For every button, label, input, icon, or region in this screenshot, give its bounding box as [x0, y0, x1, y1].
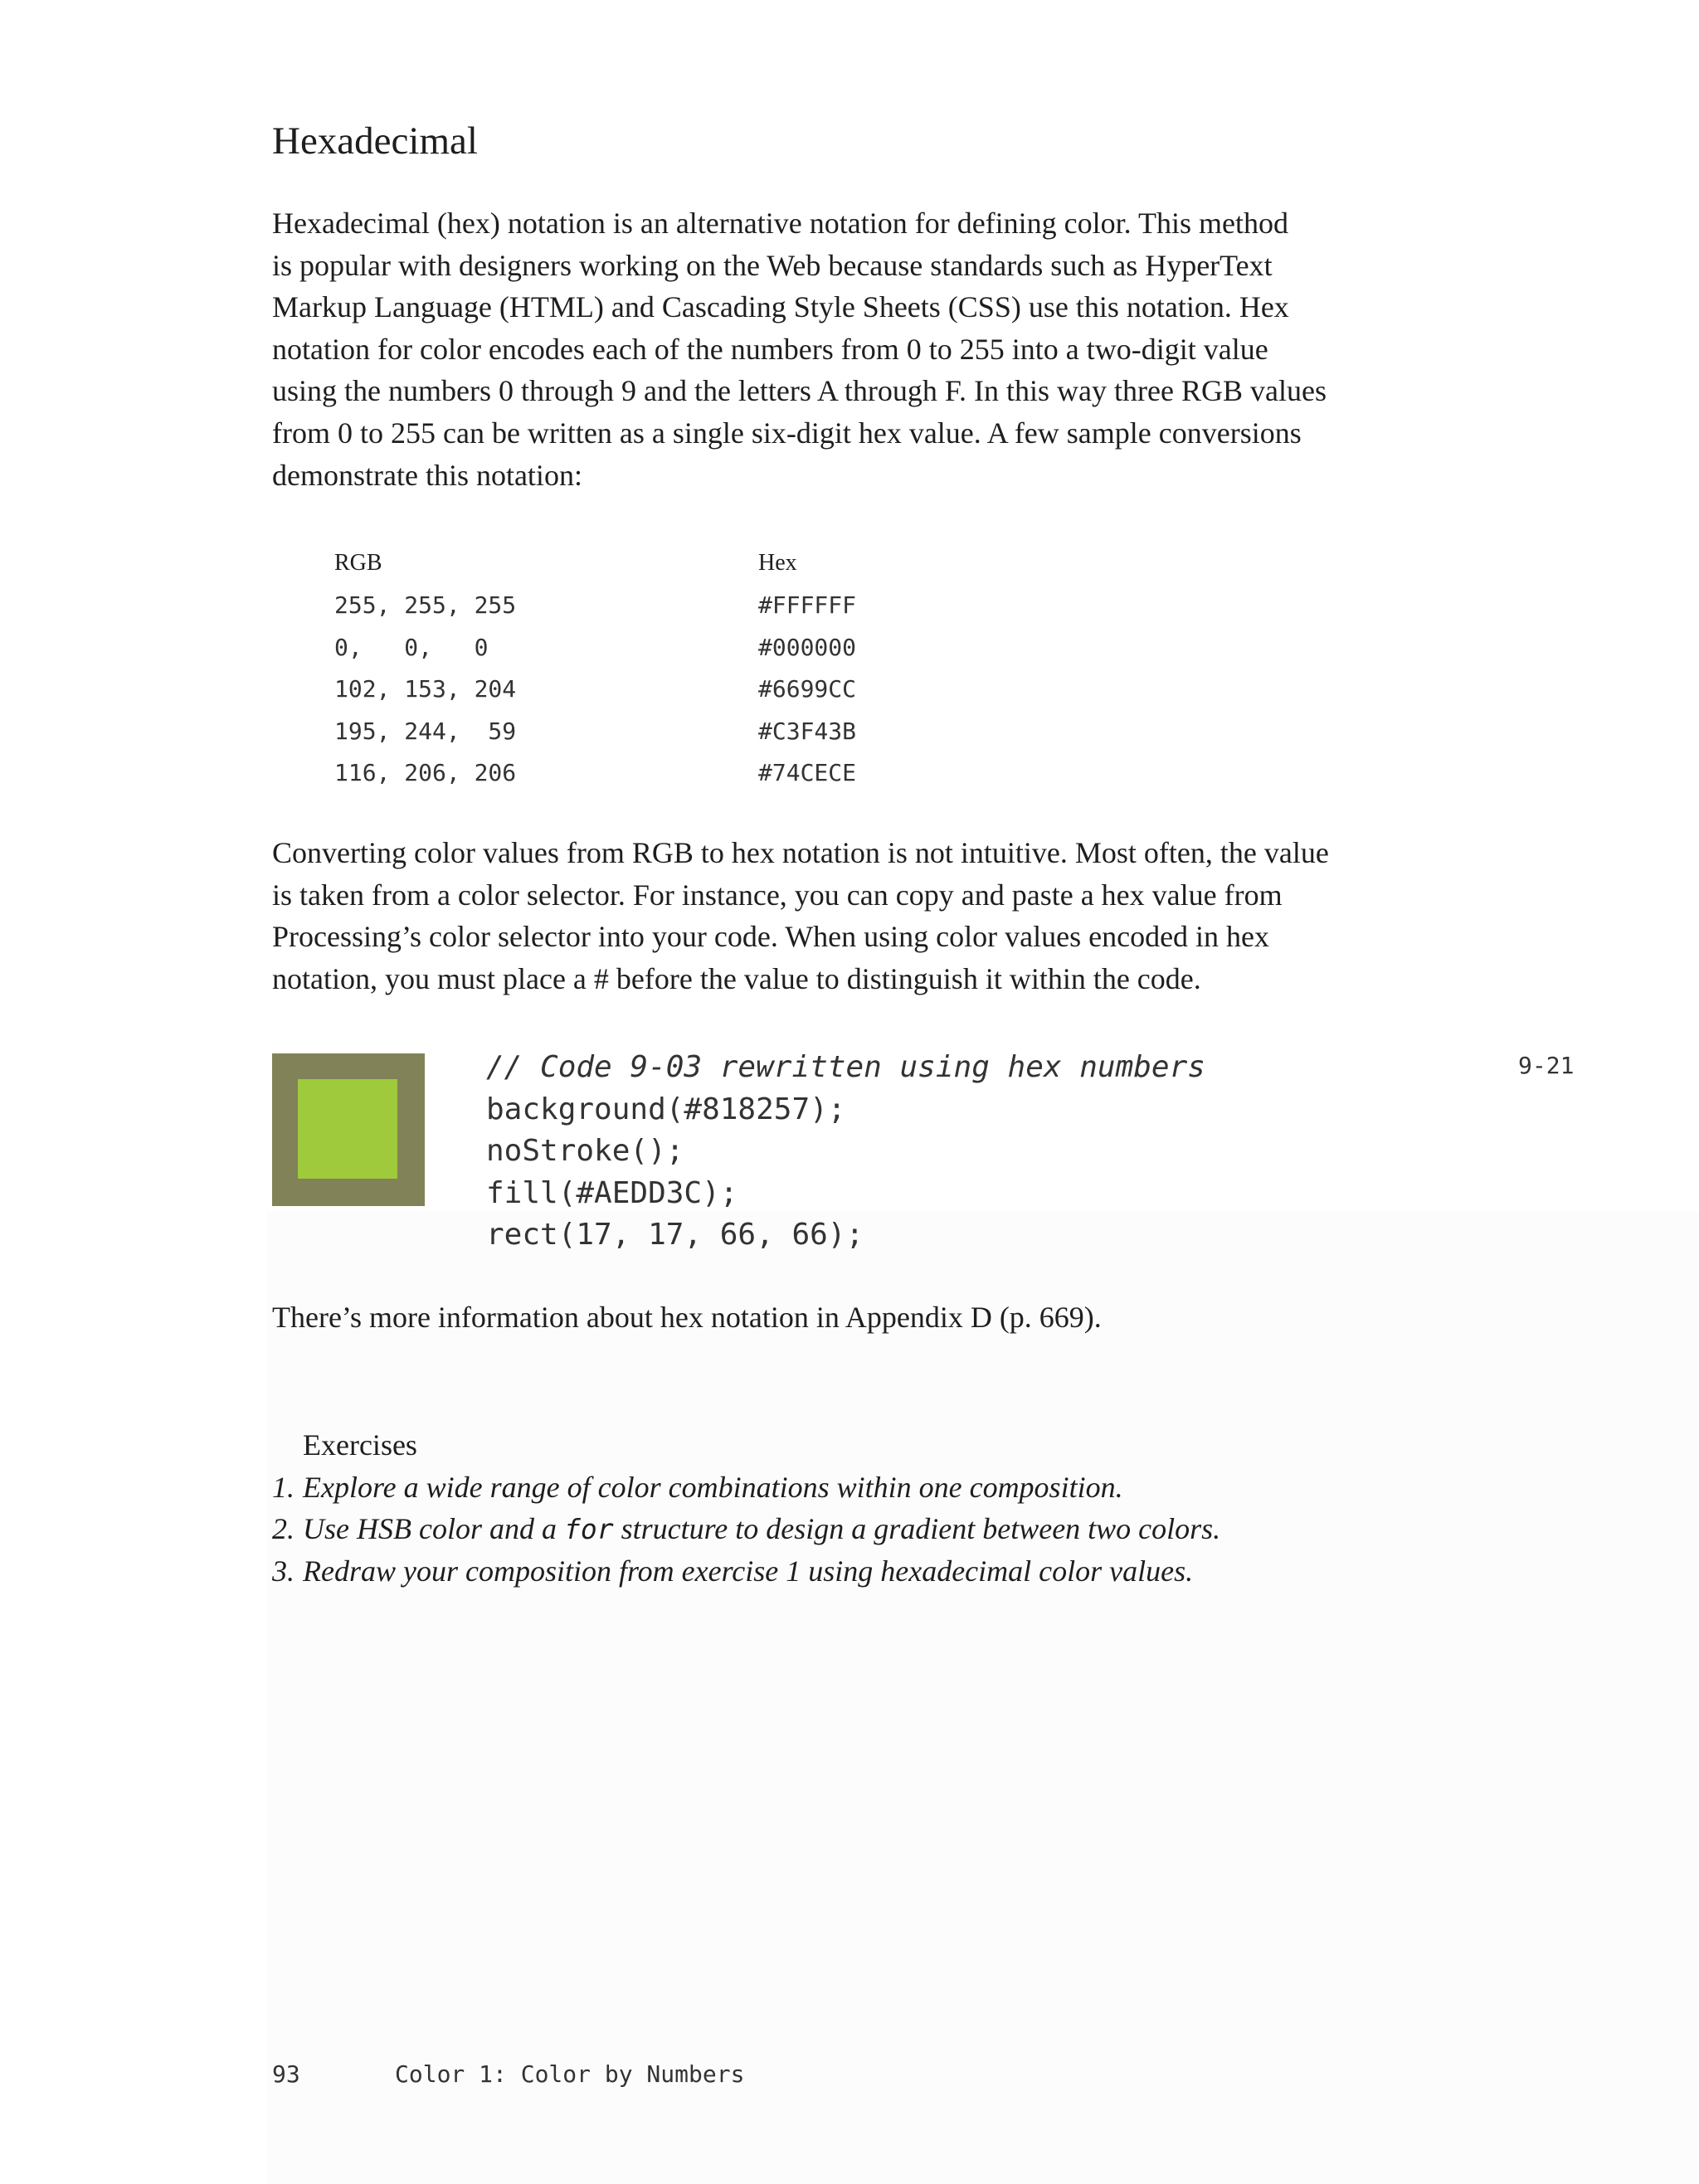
exercise-text: Use HSB color and a — [303, 1512, 564, 1545]
table-cell-hex: #000000 — [758, 634, 857, 661]
exercise-number: 3. — [272, 1554, 295, 1588]
exercise-item — [272, 1550, 1682, 1593]
code-line: fill(#AEDD3C); — [486, 1176, 738, 1210]
section-heading: Hexadecimal — [272, 119, 478, 163]
paragraph-line: Processing’s color selector into your code. When using color values encoded in hex — [272, 920, 1270, 954]
table-header-rgb: RGB — [334, 550, 382, 576]
paragraph-line: notation, you must place a # before the value to distinguish it within the code. — [272, 961, 1201, 995]
intro-paragraph — [272, 202, 1500, 496]
paragraph-line: from 0 to 255 can be written as a single six-digit hex value. A few sample conversions — [272, 416, 1302, 450]
code-line: background(#818257); — [486, 1092, 846, 1126]
table-cell-rgb: 0, 0, 0 — [334, 634, 489, 661]
exercise-item — [272, 1467, 1682, 1509]
color-swatch-example — [272, 1053, 425, 1206]
exercise-number: 2. — [272, 1512, 295, 1545]
paragraph-line: Markup Language (HTML) and Cascading Style Sheets (CSS) use this notation. Hex — [272, 290, 1289, 324]
table-cell-hex: #FFFFFF — [758, 591, 857, 619]
paragraph-line: demonstrate this notation: — [272, 458, 582, 492]
exercise-item — [272, 1508, 1682, 1551]
paragraph-line: notation for color encodes each of the numbers from 0 to 255 into a two-digit value — [272, 332, 1268, 366]
table-cell-hex: #6699CC — [758, 675, 857, 703]
exercise-code-keyword: for — [563, 1513, 614, 1545]
code-comment-line: // Code 9-03 rewritten using hex numbers — [486, 1050, 1205, 1084]
exercises-title: Exercises — [303, 1428, 417, 1462]
paragraph-line: Hexadecimal (hex) notation is an alternative notation for defining color. This method — [272, 207, 1288, 240]
table-cell-rgb: 102, 153, 204 — [334, 675, 517, 703]
color-swatch-fill-rect — [298, 1079, 397, 1179]
code-line: noStroke(); — [486, 1134, 684, 1168]
paragraph-line: is popular with designers working on the Web because standards such as HyperText — [272, 248, 1273, 282]
table-header-hex: Hex — [758, 550, 797, 576]
table-cell-rgb: 255, 255, 255 — [334, 591, 517, 619]
table-cell-hex: #74CECE — [758, 759, 857, 786]
table-cell-rgb: 116, 206, 206 — [334, 759, 517, 786]
table-cell-hex: #C3F43B — [758, 717, 857, 745]
code-reference-number: 9-21 — [1518, 1052, 1575, 1079]
converting-paragraph — [272, 832, 1500, 1000]
exercise-text: structure to design a gradient between two colors. — [613, 1512, 1221, 1545]
exercise-text: Explore a wide range of color combinations within one composition. — [303, 1471, 1123, 1504]
running-head: Color 1: Color by Numbers — [395, 2060, 745, 2088]
code-line: rect(17, 17, 66, 66); — [486, 1218, 864, 1252]
paragraph-line: Converting color values from RGB to hex notation is not intuitive. Most often, the value — [272, 836, 1329, 869]
paragraph-line: using the numbers 0 through 9 and the letters A through F. In this way three RGB values — [272, 374, 1327, 408]
page-number: 93 — [272, 2060, 300, 2088]
table-cell-rgb: 195, 244, 59 — [334, 717, 517, 745]
page-shade — [267, 1211, 1699, 2184]
exercise-text: Redraw your composition from exercise 1 using hexadecimal color values. — [303, 1554, 1194, 1588]
paragraph-line: is taken from a color selector. For instance, you can copy and paste a hex value from — [272, 878, 1283, 912]
appendix-note: There’s more information about hex notation in Appendix D (p. 669). — [272, 1301, 1102, 1334]
exercise-number: 1. — [272, 1471, 295, 1504]
